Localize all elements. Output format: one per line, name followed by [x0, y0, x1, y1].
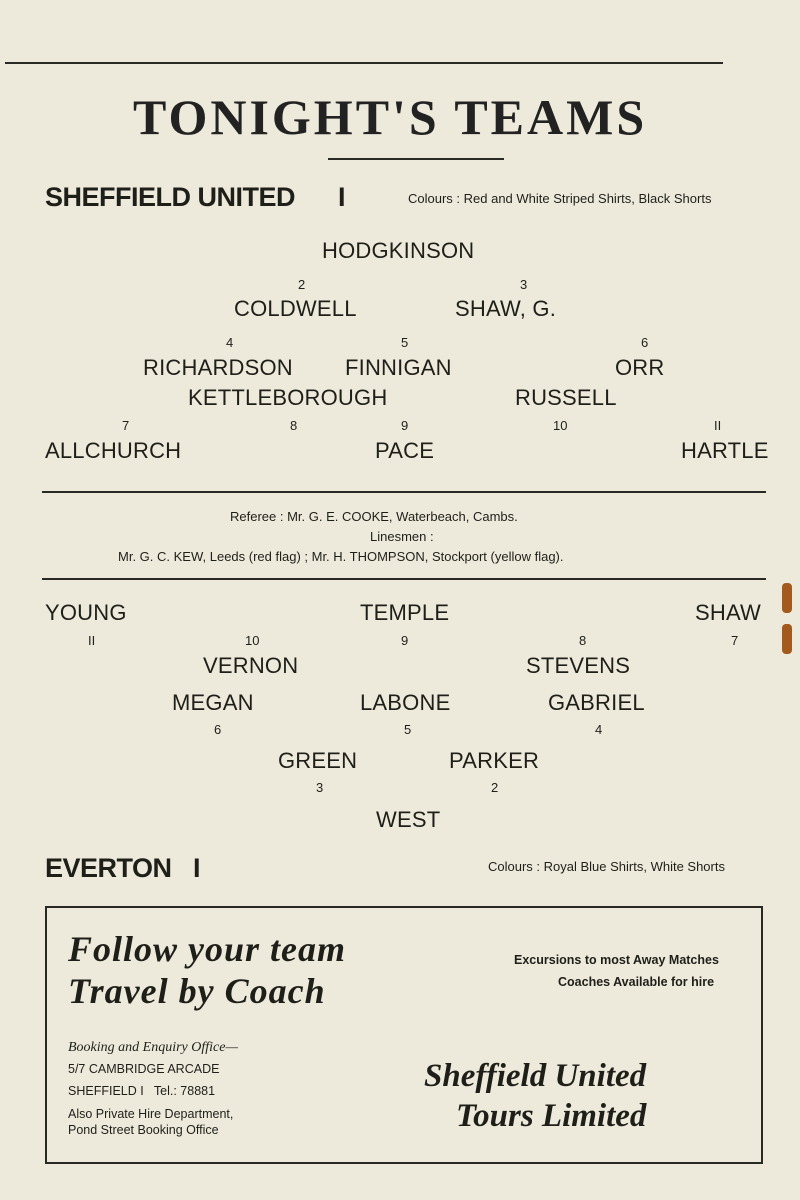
away-number-3: 3 [316, 780, 324, 795]
linesmen-label: Linesmen : [370, 529, 434, 544]
linesmen-line: Mr. G. C. KEW, Leeds (red flag) ; Mr. H. THOMPSON, Stockport (yellow flag). [118, 549, 564, 564]
home-team-marker: I [338, 182, 346, 212]
referee-line: Referee : Mr. G. E. COOKE, Waterbeach, Cambs. [230, 509, 518, 524]
staple-stain-lower [782, 624, 792, 654]
away-player-8: STEVENS [526, 653, 631, 678]
home-number-5: 5 [401, 335, 409, 350]
home-player-5: FINNIGAN [345, 355, 452, 380]
advert-address-2: SHEFFIELD I Tel.: 78881 [68, 1084, 216, 1098]
home-player-1: HODGKINSON [322, 238, 475, 263]
away-player-3: GREEN [278, 748, 358, 773]
home-player-7: ALLCHURCH [45, 438, 182, 463]
away-number-10: 10 [245, 633, 260, 648]
home-player-9: PACE [375, 438, 435, 463]
page-title: TONIGHT'S TEAMS [133, 89, 648, 145]
home-number-2: 2 [298, 277, 306, 292]
home-number-6: 6 [641, 335, 649, 350]
away-player-1: WEST [376, 807, 441, 832]
home-player-10: RUSSELL [515, 385, 617, 410]
home-number-10: 10 [553, 418, 568, 433]
home-player-4: RICHARDSON [143, 355, 293, 380]
advert-excursions: Excursions to most Away Matches [514, 953, 719, 967]
advert-coaches: Coaches Available for hire [558, 975, 715, 989]
away-number-9: 9 [401, 633, 409, 648]
home-colours: Colours : Red and White Striped Shirts, Black Shorts [408, 191, 712, 206]
away-player-11: YOUNG [45, 600, 127, 625]
away-player-2: PARKER [449, 748, 540, 773]
advert-address-1: 5/7 CAMBRIDGE ARCADE [68, 1062, 220, 1076]
away-team-marker: I [193, 853, 201, 883]
home-player-2: COLDWELL [234, 296, 357, 321]
home-team-name: SHEFFIELD UNITED [45, 182, 296, 212]
away-number-8: 8 [579, 633, 587, 648]
away-player-4: GABRIEL [548, 690, 645, 715]
officials-bottom-rule [42, 578, 766, 580]
home-number-9: 9 [401, 418, 409, 433]
home-number-7: 7 [122, 418, 130, 433]
away-number-11: II [88, 633, 96, 648]
advert-company-2: Tours Limited [456, 1098, 647, 1134]
advert-company-1: Sheffield United [424, 1058, 647, 1094]
away-colours: Colours : Royal Blue Shirts, White Shorts [488, 859, 725, 874]
away-team-name: EVERTON [45, 853, 172, 883]
away-number-5: 5 [404, 722, 412, 737]
advert-booking: Booking and Enquiry Office— [68, 1040, 238, 1055]
home-player-11: HARTLE [681, 438, 769, 463]
away-number-6: 6 [214, 722, 222, 737]
officials-top-rule [42, 491, 766, 493]
home-number-4: 4 [226, 335, 234, 350]
advert-headline-2: Travel by Coach [68, 971, 326, 1011]
advert-private-1: Also Private Hire Department, [68, 1107, 234, 1121]
away-number-4: 4 [595, 722, 603, 737]
advert-private-2: Pond Street Booking Office [68, 1123, 219, 1137]
title-underline [328, 158, 504, 160]
top-rule [5, 62, 723, 64]
home-player-8: KETTLEBOROUGH [188, 385, 388, 410]
home-number-8: 8 [290, 418, 298, 433]
away-player-10: VERNON [203, 653, 299, 678]
away-player-9: TEMPLE [360, 600, 450, 625]
home-number-11: II [714, 418, 722, 433]
staple-stain-upper [782, 583, 792, 613]
away-number-2: 2 [491, 780, 499, 795]
home-player-6: ORR [615, 355, 665, 380]
home-player-3: SHAW, G. [455, 296, 557, 321]
advert-headline-1: Follow your team [68, 929, 347, 969]
away-player-7: SHAW [695, 600, 761, 625]
home-number-3: 3 [520, 277, 528, 292]
away-player-6: MEGAN [172, 690, 254, 715]
away-player-5: LABONE [360, 690, 451, 715]
away-number-7: 7 [731, 633, 739, 648]
